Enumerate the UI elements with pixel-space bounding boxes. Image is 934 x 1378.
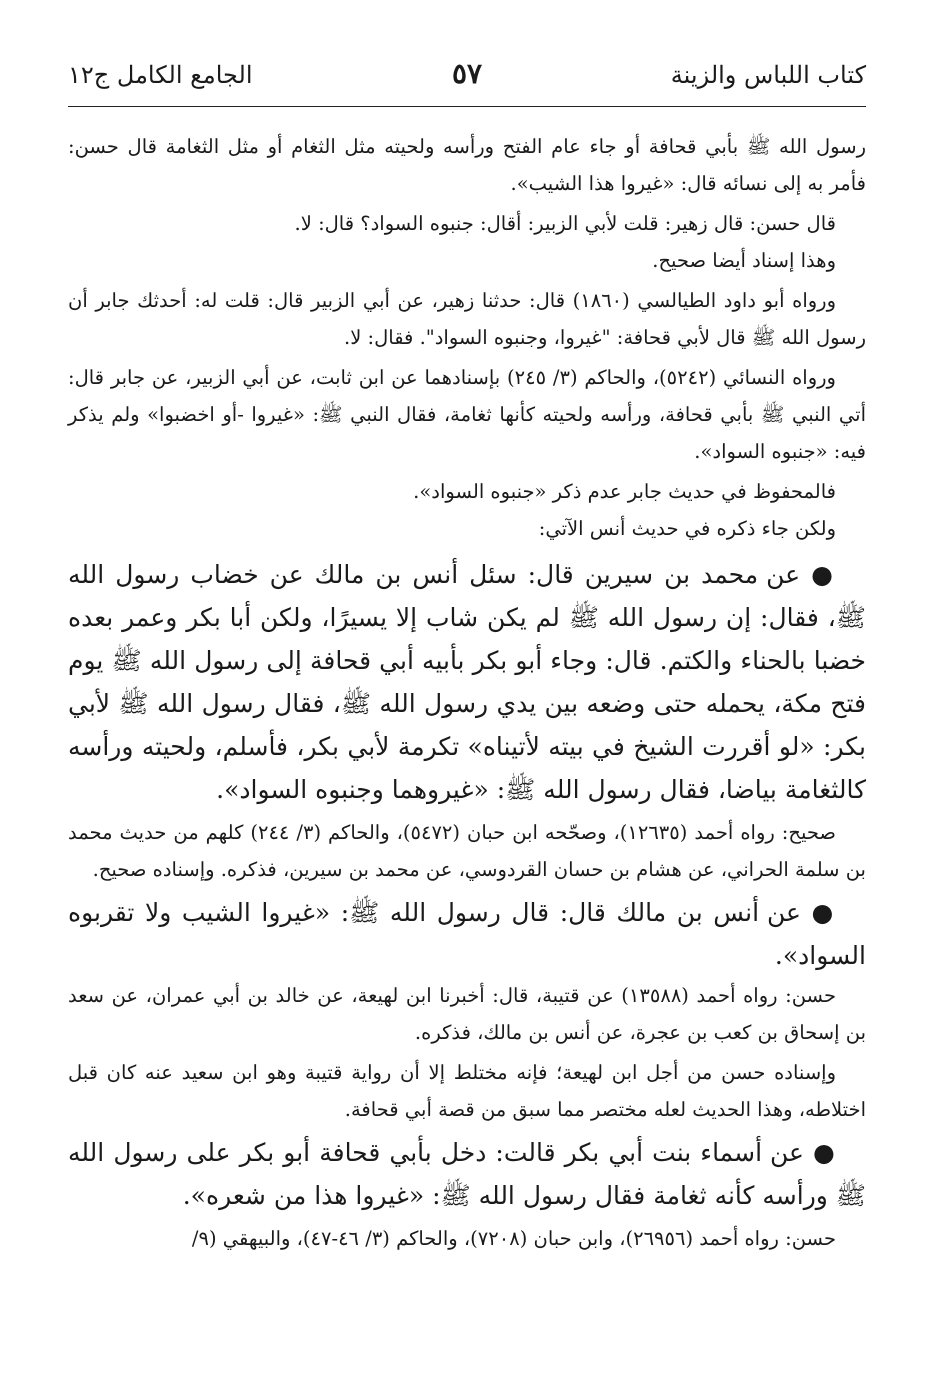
page-header [68, 55, 866, 99]
hadith-paragraph [68, 891, 866, 977]
takhrij-paragraph: حسن: رواه أحمد (٢٦٩٥٦)، وابن حبان (٧٢٠٨)، والحاكم (٣/ ٤٦-٤٧)، والبيهقي (٩/ [191, 1227, 836, 1250]
text-paragraph: فالمحفوظ في حديث جابر عدم ذكر «جنبوه السواد». [413, 480, 836, 503]
text-paragraph: رسول الله ﷺ بأبي قحافة أو جاء عام الفتح ورأسه ولحيته مثل الثغام أو مثل الثغامة قال حسن: فأمر به إلى نسائه قال: «غيروا هذا الشيب». [68, 135, 866, 195]
header-divider [68, 106, 866, 107]
text-paragraph: قال حسن: قال زهير: قلت لأبي الزبير: أقال: جنبوه السواد؟ قال: لا. [294, 212, 836, 235]
text-paragraph: وإسناده حسن من أجل ابن لهيعة؛ فإنه مختلط إلا أن رواية قتيبة وهو ابن سعيد عنه كان قبل اختلاطه، وهذا الحديث لعله مختصر مما سبق من قصة أبي قحافة. [68, 1061, 866, 1121]
text-paragraph: ورواه النسائي (٥٢٤٢)، والحاكم (٣/ ٢٤٥) بإسنادهما عن ابن ثابت، عن أبي الزبير، عن جابر قال: أتي النبي ﷺ بأبي قحافة، ورأسه ولحيته كأنها ثغامة، فقال النبي ﷺ: «غيروا -أو اخضبوا» ولم يذكر فيه: «جنبوه السواد». [68, 366, 866, 463]
hadith-paragraph [68, 553, 866, 811]
takhrij-paragraph: حسن: رواه أحمد (١٣٥٨٨) عن قتيبة، قال: أخبرنا ابن لهيعة، عن خالد بن أبي عمران، عن سعد بن إسحاق بن كعب بن عجرة، عن أنس بن مالك، فذكره. [68, 984, 866, 1044]
page-number: ٥٧ [451, 57, 483, 90]
hadith-text: عن أسماء بنت أبي بكر قالت: دخل بأبي قحافة أبو بكر على رسول الله ﷺ ورأسه كأنه ثغامة فقال رسول الله ﷺ: «غيروا هذا من شعره». [68, 1138, 866, 1210]
hadith-text: عن أنس بن مالك قال: قال رسول الله ﷺ: «غيروا الشيب ولا تقربوه السواد». [68, 898, 866, 970]
page-body [68, 128, 866, 1257]
hadith-text: عن محمد بن سيرين قال: سئل أنس بن مالك عن خضاب رسول الله ﷺ، فقال: إن رسول الله ﷺ لم يكن شاب إلا يسيرًا، ولكن أبا بكر وعمر بعده خضبا بالحناء والكتم. قال: وجاء أبو بكر بأبيه أبي قحافة إلى رسول الله ﷺ يوم فتح مكة، يحمله حتى وضعه بين يدي رسول الله ﷺ، فقال رسول الله ﷺ لأبي بكر: «لو أقررت الشيخ في بيته لأتيناه» تكرمة لأبي بكر، فأسلم، ولحيته ورأسه كالثغامة بياضا، فقال رسول الله ﷺ: «غيروهما وجنبوه السواد». [68, 560, 866, 804]
collection-title: الجامع الكامل ج١٢ [68, 61, 253, 89]
bullet-marker: ● [811, 898, 836, 927]
text-paragraph: وهذا إسناد أيضا صحيح. [652, 249, 836, 272]
bullet-marker: ● [811, 560, 836, 589]
takhrij-paragraph: صحيح: رواه أحمد (١٢٦٣٥)، وصحّحه ابن حبان (٥٤٧٢)، والحاكم (٣/ ٢٤٤) كلهم من حديث محمد بن سلمة الحراني، عن هشام بن حسان القردوسي، عن محمد بن سيرين، فذكره. وإسناده صحيح. [68, 821, 866, 881]
bullet-marker: ● [813, 1138, 836, 1167]
text-paragraph: ولكن جاء ذكره في حديث أنس الآتي: [538, 517, 836, 540]
hadith-paragraph [68, 1131, 866, 1217]
text-paragraph: ورواه أبو داود الطيالسي (١٨٦٠) قال: حدثنا زهير، عن أبي الزبير قال: قلت له: أحدثك جابر أن رسول الله ﷺ قال لأبي قحافة: "غيروا، وجنبوه السواد". فقال: لا. [68, 289, 866, 349]
book-title: كتاب اللباس والزينة [670, 61, 866, 89]
